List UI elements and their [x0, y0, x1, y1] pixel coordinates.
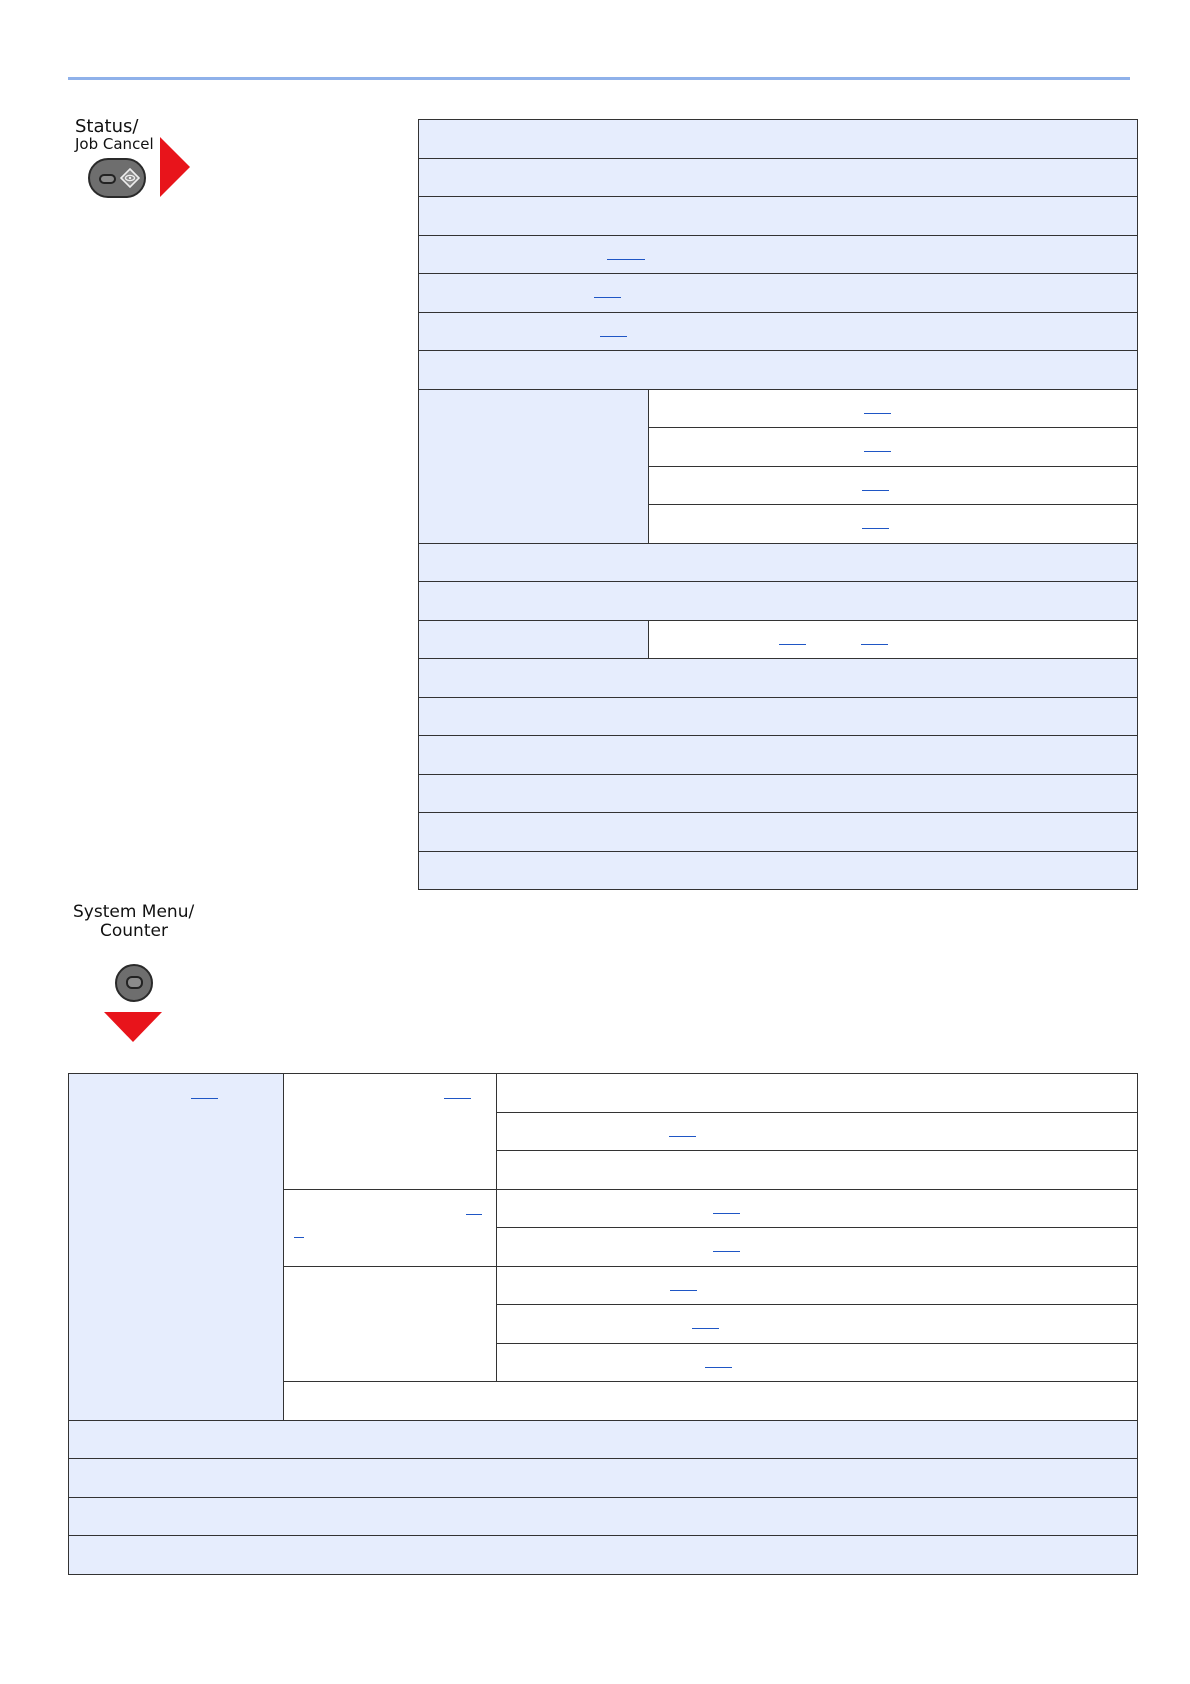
system-key-label-line1: System Menu/: [73, 902, 195, 922]
page-reference-link[interactable]: [466, 1201, 482, 1215]
submenu-group-cell: [284, 1074, 497, 1190]
table-row: [419, 312, 1138, 351]
submenu-cell: [497, 1266, 1138, 1305]
page-reference-link[interactable]: [864, 400, 891, 414]
table-row: [419, 389, 1138, 428]
page-reference-link[interactable]: [779, 631, 806, 645]
table-row: [419, 158, 1138, 197]
submenu-cell: [284, 1382, 1138, 1421]
status-key-label-line2: Job Cancel: [75, 135, 154, 153]
menu-cell: [419, 312, 1138, 351]
submenu-cell: [649, 505, 1138, 544]
system-menu-table: [68, 1073, 1138, 1575]
menu-cell: [419, 120, 1138, 159]
submenu-cell: [497, 1305, 1138, 1344]
menu-cell: [419, 197, 1138, 236]
table-row: [419, 120, 1138, 159]
page-reference-link[interactable]: [861, 631, 888, 645]
table-row: [419, 851, 1138, 890]
page-reference-link[interactable]: [444, 1085, 471, 1099]
page-reference-link[interactable]: [862, 515, 889, 529]
submenu-cell: [497, 1074, 1138, 1113]
page-reference-link[interactable]: [191, 1085, 218, 1099]
menu-cell: [419, 697, 1138, 736]
status-job-cancel-key-icon: [88, 158, 146, 198]
page-reference-link[interactable]: [607, 246, 645, 260]
table-row: [69, 1497, 1138, 1536]
page-reference-link[interactable]: [862, 477, 889, 491]
table-row: [419, 659, 1138, 698]
menu-group-cell: [419, 620, 649, 659]
menu-cell: [419, 851, 1138, 890]
table-row: [419, 197, 1138, 236]
header-rule: [68, 77, 1130, 80]
system-menu-key-icon: [115, 964, 153, 1002]
page-reference-link[interactable]: [294, 1224, 304, 1238]
menu-cell: [69, 1536, 1138, 1575]
table-row: [419, 736, 1138, 775]
table-row: [69, 1536, 1138, 1575]
submenu-cell: [649, 466, 1138, 505]
table-row: [69, 1459, 1138, 1498]
page-reference-link[interactable]: [670, 1277, 697, 1291]
page-reference-link[interactable]: [692, 1315, 719, 1329]
menu-cell: [419, 235, 1138, 274]
submenu-cell: [497, 1112, 1138, 1151]
submenu-cell: [497, 1343, 1138, 1382]
submenu-cell: [649, 428, 1138, 467]
table-row: [419, 813, 1138, 852]
table-row: [419, 697, 1138, 736]
table-row: [419, 582, 1138, 621]
diamond-eye-icon: [120, 168, 140, 188]
page-reference-link[interactable]: [713, 1238, 740, 1252]
menu-cell: [419, 274, 1138, 313]
menu-cell: [419, 736, 1138, 775]
menu-cell: [419, 351, 1138, 390]
submenu-cell: [497, 1151, 1138, 1190]
menu-cell: [419, 813, 1138, 852]
menu-group-cell: [69, 1074, 284, 1421]
table-row: [69, 1420, 1138, 1459]
menu-group-cell: [419, 389, 649, 543]
submenu-cell: [497, 1189, 1138, 1228]
menu-cell: [69, 1497, 1138, 1536]
table-row: [419, 351, 1138, 390]
submenu-group-cell: [284, 1266, 497, 1382]
table-row: [419, 274, 1138, 313]
page-reference-link[interactable]: [713, 1200, 740, 1214]
menu-cell: [69, 1459, 1138, 1498]
page-reference-link[interactable]: [705, 1354, 732, 1368]
page-reference-link[interactable]: [864, 438, 891, 452]
submenu-cell: [649, 389, 1138, 428]
page-reference-link[interactable]: [600, 323, 627, 337]
status-menu-table: [418, 119, 1138, 890]
arrow-right-icon: [160, 137, 190, 197]
submenu-cell: [649, 620, 1138, 659]
menu-cell: [419, 774, 1138, 813]
system-key-label-line2: Counter: [100, 921, 168, 941]
table-row: [419, 235, 1138, 274]
page-reference-link[interactable]: [594, 284, 621, 298]
menu-cell: [69, 1420, 1138, 1459]
table-row: [419, 543, 1138, 582]
page-reference-link[interactable]: [669, 1123, 696, 1137]
menu-cell: [419, 158, 1138, 197]
lamp-icon: [126, 976, 143, 989]
table-row: [69, 1074, 1138, 1113]
menu-cell: [419, 659, 1138, 698]
arrow-down-icon: [104, 1012, 162, 1042]
submenu-group-cell: [284, 1189, 497, 1266]
submenu-cell: [497, 1228, 1138, 1267]
table-row: [419, 774, 1138, 813]
menu-cell: [419, 582, 1138, 621]
lamp-icon: [99, 174, 116, 184]
menu-cell: [419, 543, 1138, 582]
table-row: [419, 620, 1138, 659]
status-key-label-line1: Status/: [75, 116, 139, 137]
